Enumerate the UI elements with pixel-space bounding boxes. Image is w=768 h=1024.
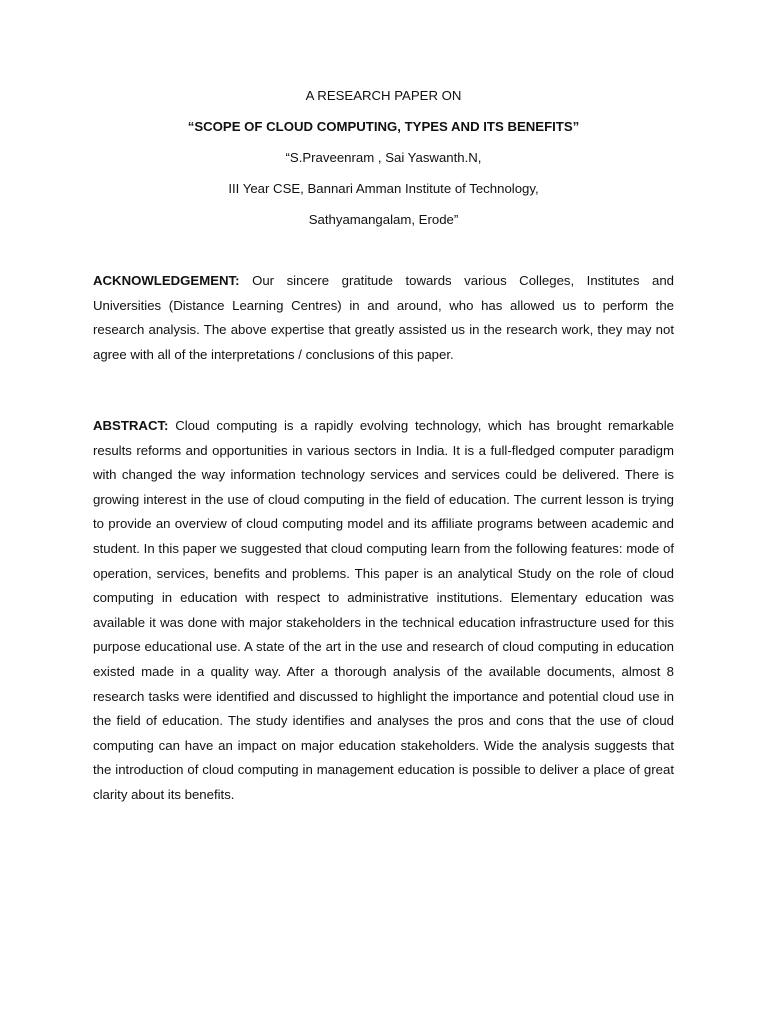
paper-kicker: A RESEARCH PAPER ON xyxy=(305,88,462,103)
abstract-text: Cloud computing is a rapidly evolving technology, which has brought remarkable results reforms and opportunities in various sectors in India. It is a full-fledged computer paradigm with changed the way information technology services and services could be delivered. There is growing interest in the use of cloud computing in the field of education. The current lesson is trying to provide an overview of cloud computing model and its affiliate programs between academic and student. In this paper we suggested that cloud computing learn from the following features: mode of operation, services, benefits and problems. This paper is an analytical Study on the role of cloud computing in education with respect to administrative institutions. Elementary education was available it was done with major stakeholders in the technical education infrastructure used for this purpose educational use. A state of the art in the use and research of cloud computing in education existed made in a quality way. After a thorough analysis of the available documents, almost 8 research tasks were identified and discussed to highlight the importance and potential cloud use in the field of education. The study identifies and analyses the pros and cons that the use of cloud computing can have an impact on major education stakeholders. Wide the analysis suggests that the introduction of cloud computing in management education is possible to deliver a place of great clarity about its benefits. xyxy=(93,418,674,802)
abstract-label: ABSTRACT: xyxy=(93,418,169,433)
acknowledgement-text: Our sincere gratitude towards various Colleges, Institutes and Universities (Distance Learning Centres) in and around, who has allowed us to perform the research analysis. The above expertise that greatly assisted us in the research work, they may not agree with all of the interpretations / conclusions of this paper. xyxy=(93,273,674,362)
paper-page xyxy=(93,0,674,1024)
paper-authors: “S.Praveenram , Sai Yaswanth.N, xyxy=(285,150,482,165)
abstract-section xyxy=(93,414,674,808)
paper-location: Sathyamangalam, Erode” xyxy=(308,212,459,227)
acknowledgement-section xyxy=(93,269,674,367)
acknowledgement-label: ACKNOWLEDGEMENT: xyxy=(93,273,240,288)
paper-affiliation: III Year CSE, Bannari Amman Institute of Technology, xyxy=(228,181,539,196)
paper-title: “SCOPE OF CLOUD COMPUTING, TYPES AND ITS BENEFITS” xyxy=(187,119,580,134)
